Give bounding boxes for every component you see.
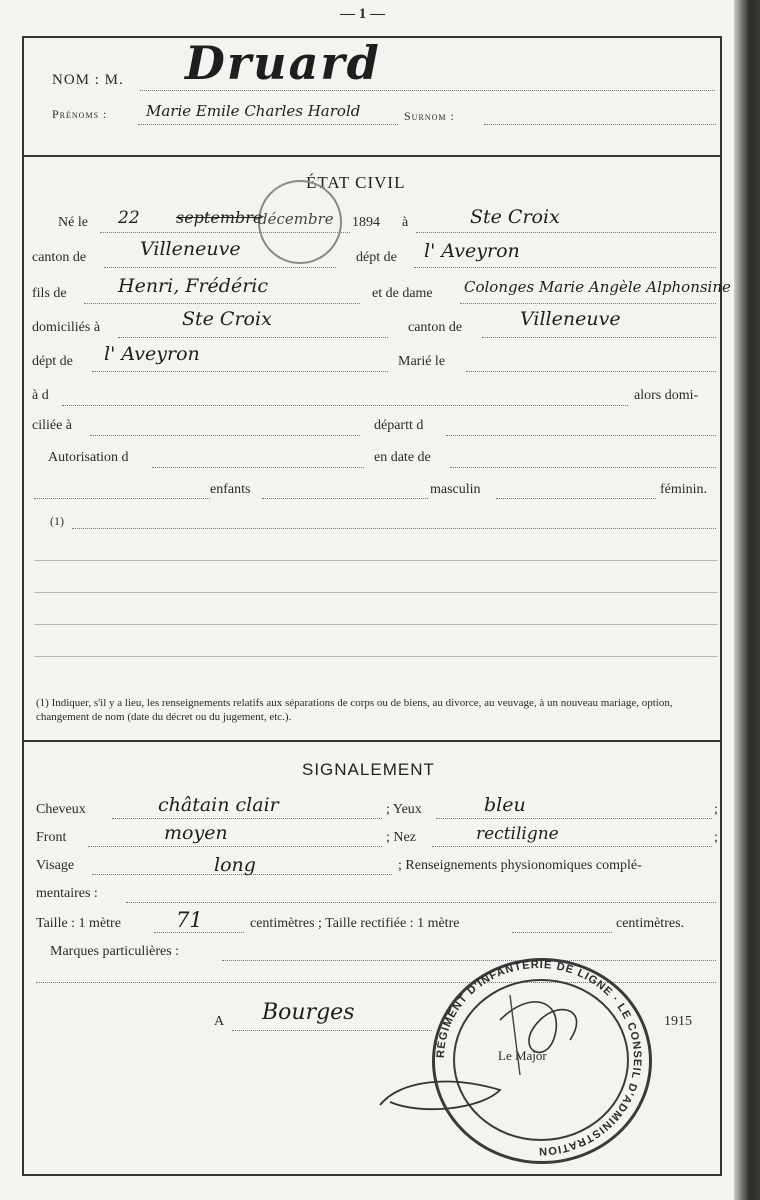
prenoms-label: Prénoms :: [52, 107, 108, 121]
marie-label: Marié le: [398, 354, 446, 369]
ne-year: 1894: [352, 215, 380, 230]
canton-label: canton de: [32, 250, 87, 265]
nez-label: ; Nez: [386, 830, 416, 845]
nez-line: [432, 846, 712, 847]
yeux-line: [436, 818, 712, 819]
mother: Colonges Marie Angèle Alphonsine: [464, 278, 731, 296]
dept2-value: l' Aveyron: [104, 343, 200, 365]
prenoms-line: [138, 124, 398, 125]
ne-month-struck: septembre: [176, 208, 263, 227]
ne-le-label: Né le: [58, 215, 88, 230]
a-label: A: [214, 1014, 225, 1029]
scan-edge-shadow: [734, 0, 760, 1200]
surnom-line: [484, 124, 716, 125]
ne-place: Ste Croix: [470, 206, 560, 228]
yeux-value: bleu: [484, 794, 526, 816]
dept-label: dépt de: [356, 250, 397, 265]
front-line: [88, 846, 382, 847]
fils-label: fils de: [32, 286, 67, 301]
depart-line: [446, 435, 716, 436]
centimetres-label: centimètres ; Taille rectifiée : 1 mètre: [250, 916, 460, 931]
year: 1915: [664, 1014, 692, 1029]
official-stamp-text: RÉGIMENT D'INFANTERIE DE LIGNE · LE CONSEIL D'ADMINISTRATION: [434, 958, 644, 1158]
domicile-line: [118, 337, 388, 338]
front-label: Front: [36, 830, 67, 845]
footnote: (1) Indiquer, s'il y a lieu, les renseignements relatifs aux séparations de corps ou de biens, au divorce, au veuvage, à un nouveau mariage, option, changement de nom (date du décret ou du jugement, etc.).: [36, 697, 673, 723]
nez-semicolon: ;: [714, 830, 718, 845]
prenoms-value: Marie Emile Charles Harold: [146, 102, 361, 120]
canton-value: Villeneuve: [140, 238, 241, 260]
signature-flourish: [360, 980, 660, 1120]
canton2-value: Villeneuve: [520, 308, 621, 330]
taille-label: Taille : 1 mètre: [36, 916, 121, 931]
surnom-label: Surnom :: [404, 109, 455, 123]
ne-place-line: [416, 232, 716, 233]
note-line-5: [34, 656, 718, 657]
a-d-line: [62, 405, 628, 406]
masculin-line: [496, 498, 656, 499]
visage-value: long: [214, 854, 256, 876]
a-d-label: à d: [32, 388, 49, 403]
masculin-label: masculin: [430, 482, 481, 497]
fils-line: [84, 303, 360, 304]
visage-label: Visage: [36, 858, 75, 873]
alors-label: alors domi-: [634, 388, 699, 403]
autorisation-label: Autorisation d: [48, 450, 129, 465]
note-line-2: [34, 560, 718, 561]
mentaires-label: mentaires :: [36, 886, 98, 901]
dept2-label: dépt de: [32, 354, 73, 369]
en-date-label: en date de: [374, 450, 431, 465]
page-number: — 1 —: [340, 6, 385, 22]
le-major: Le Major: [498, 1048, 547, 1063]
mother-line: [460, 303, 716, 304]
etat-civil-title: ÉTAT CIVIL: [306, 173, 406, 192]
feminin-label: féminin.: [660, 482, 708, 497]
ciliee-label: ciliée à: [32, 418, 73, 433]
nom-line: [140, 90, 715, 91]
dept-value: l' Aveyron: [424, 240, 520, 262]
city: Bourges: [262, 1000, 355, 1025]
marie-line: [466, 371, 716, 372]
canton2-label: canton de: [408, 320, 463, 335]
note-line-4: [34, 624, 718, 625]
cheveux-label: Cheveux: [36, 802, 86, 817]
yeux-label: ; Yeux: [386, 802, 422, 817]
note-line-1: [72, 528, 716, 529]
father: Henri, Frédéric: [118, 275, 269, 297]
domicilies-label: domiciliés à: [32, 320, 101, 335]
renseignements-label: ; Renseignements physionomiques complé-: [398, 858, 642, 873]
nom-value: Druard: [185, 36, 381, 90]
centimetres2-label: centimètres.: [616, 916, 685, 931]
taille-rectifiee-line: [512, 932, 612, 933]
enfants-line: [262, 498, 428, 499]
ne-le-line: [100, 232, 350, 233]
ciliee-line: [90, 435, 360, 436]
autorisation-line: [152, 467, 364, 468]
yeux-semicolon: ;: [714, 802, 718, 817]
domicile-value: Ste Croix: [182, 308, 272, 330]
en-date-line: [450, 467, 716, 468]
taille-line: [154, 932, 244, 933]
nom-label: NOM : M.: [52, 72, 124, 88]
dame-label: et de dame: [372, 286, 433, 301]
enfants-pre-line: [34, 498, 210, 499]
canton2-line: [482, 337, 716, 338]
nez-value: rectiligne: [476, 824, 559, 844]
taille-value: 71: [176, 908, 203, 932]
ne-month: décembre: [258, 210, 334, 228]
depart-label: départt d: [374, 418, 424, 433]
rule-top: [22, 155, 722, 157]
note-marker: (1): [50, 514, 64, 528]
cheveux-line: [112, 818, 382, 819]
rule-middle: [22, 740, 722, 742]
enfants-label: enfants: [210, 482, 251, 497]
canton-line: [104, 267, 336, 268]
dept-line: [414, 267, 716, 268]
note-line-3: [34, 592, 718, 593]
dept2-line: [92, 371, 388, 372]
marques-label: Marques particulières :: [50, 944, 180, 959]
ne-a-label: à: [402, 215, 409, 230]
front-value: moyen: [164, 822, 228, 844]
mentaires-line: [126, 902, 716, 903]
cheveux-value: châtain clair: [158, 794, 279, 816]
ne-day: 22: [118, 208, 140, 228]
signalement-title: SIGNALEMENT: [302, 760, 435, 779]
